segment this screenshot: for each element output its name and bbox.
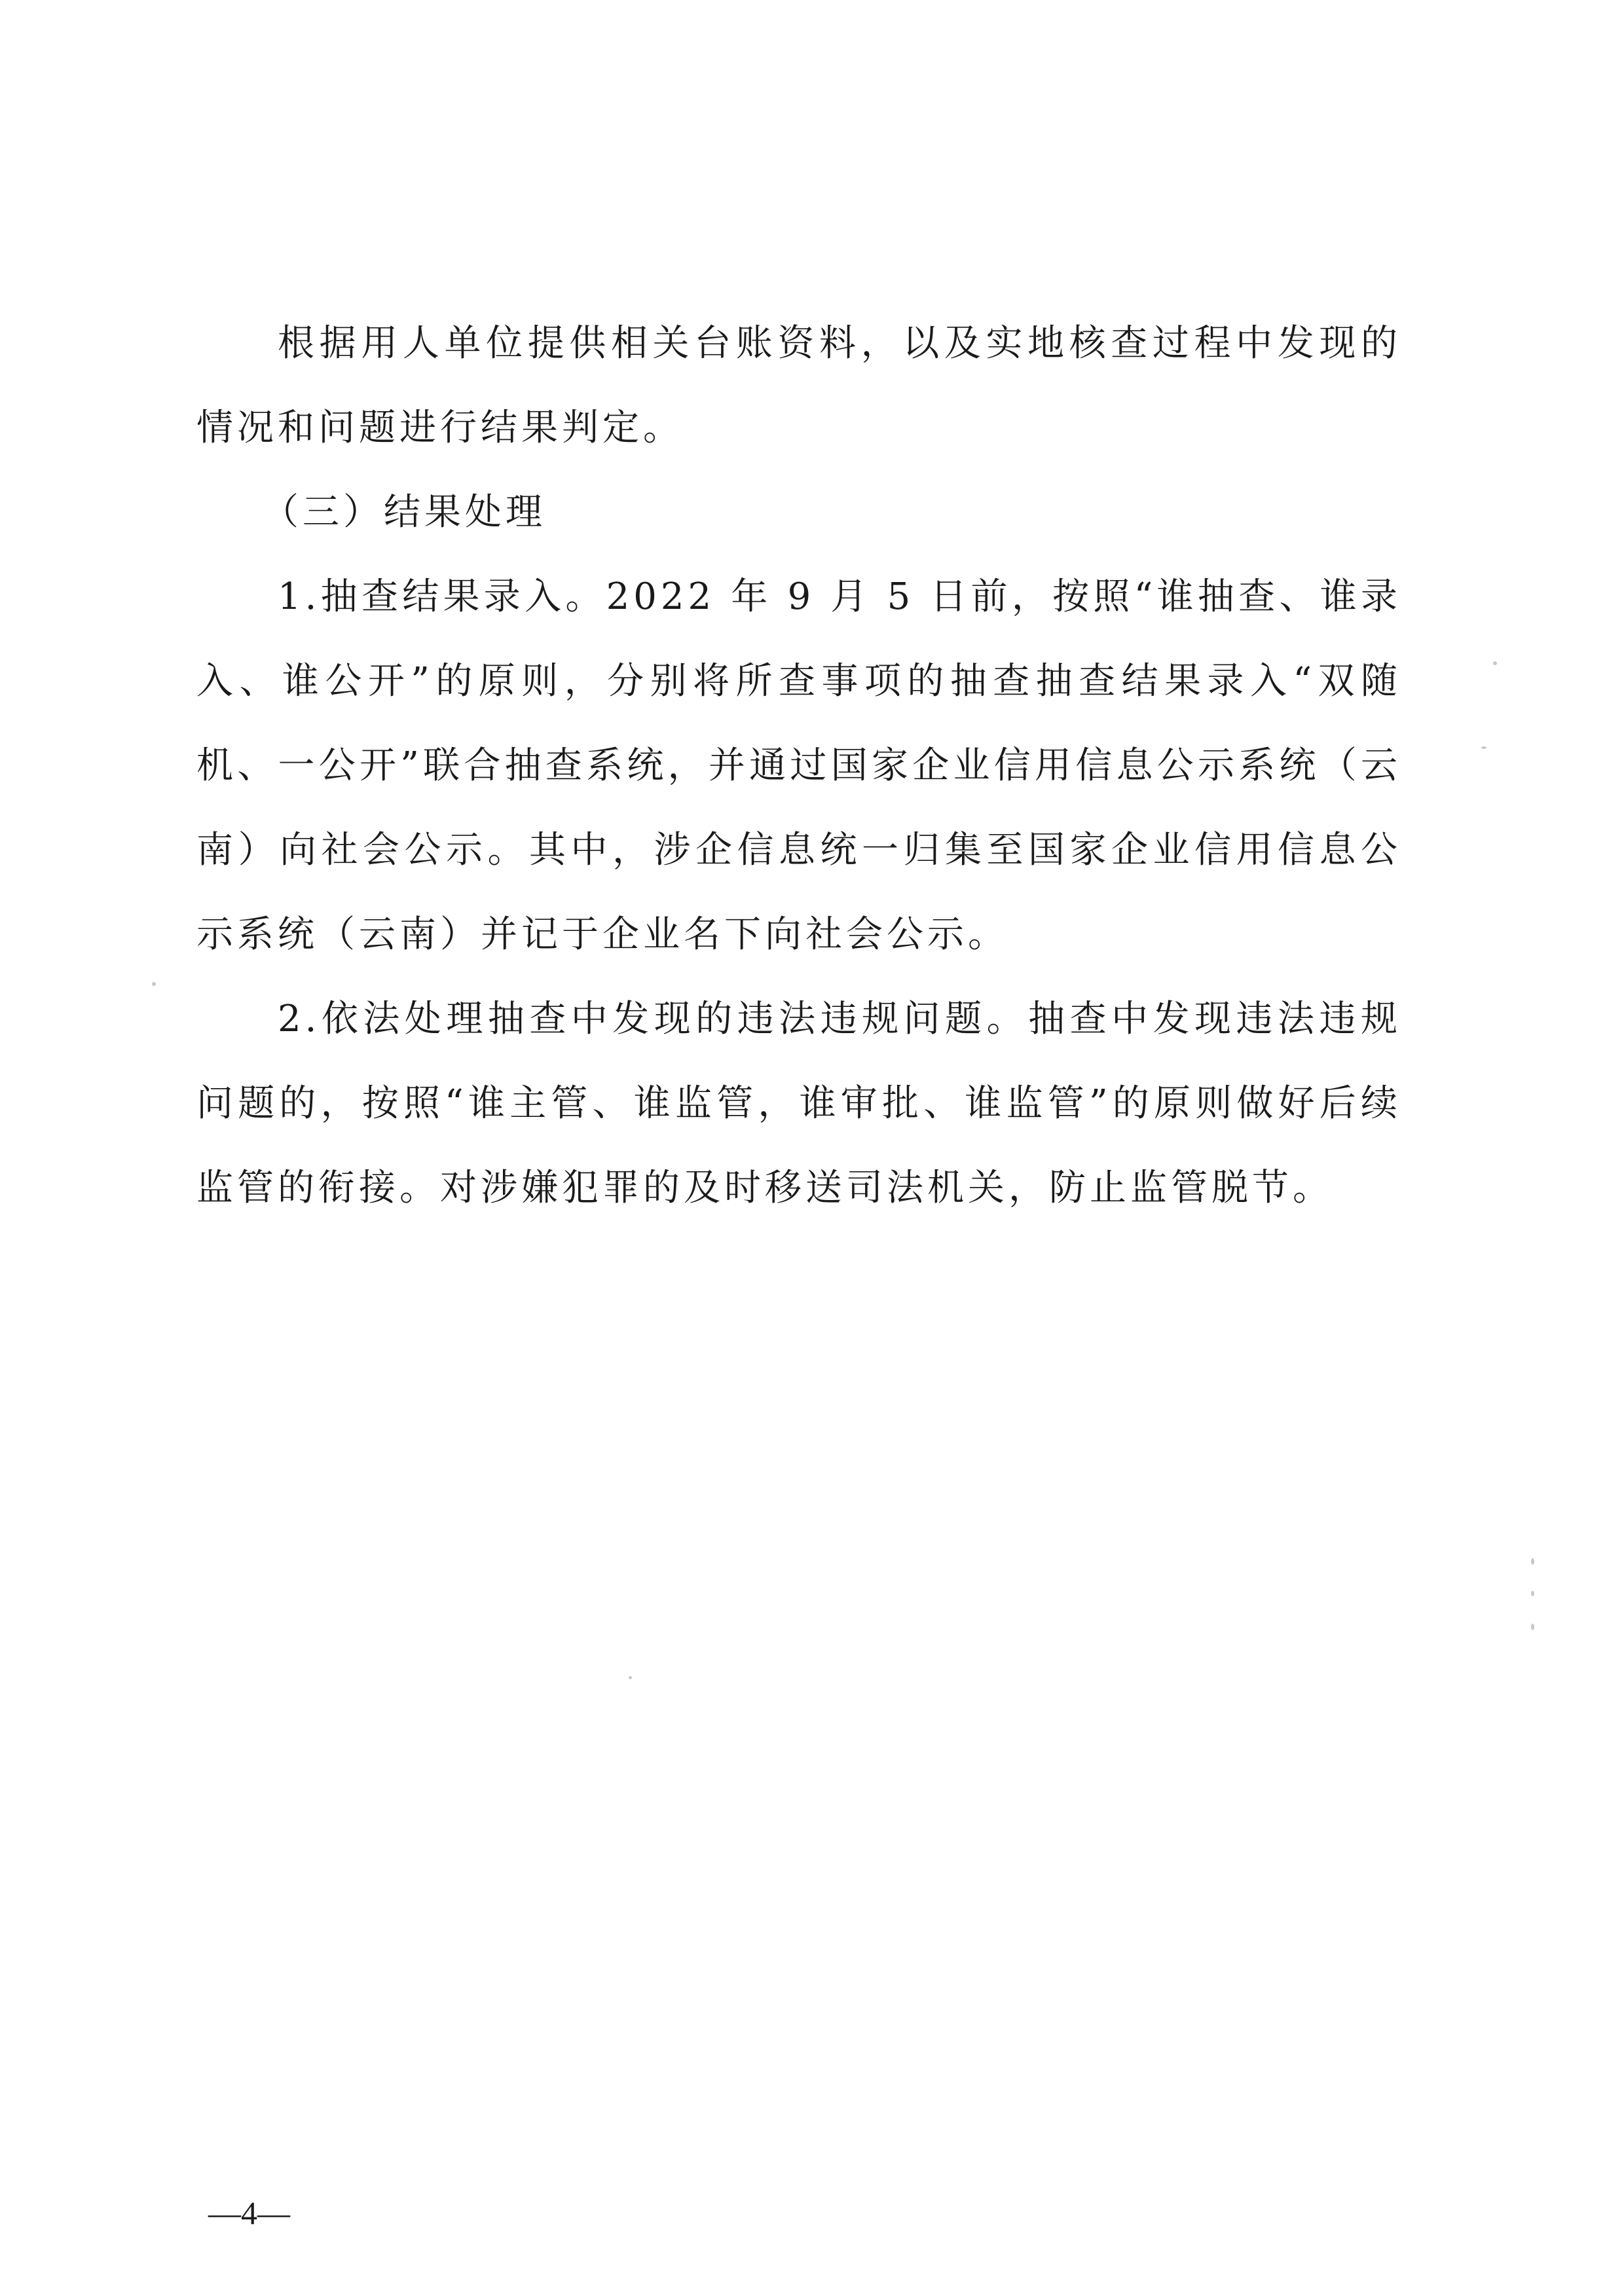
scan-speck	[1531, 1558, 1534, 1565]
paragraph-result-entry: 1.抽查结果录入。2022 年 9 月 5 日前，按照“谁抽查、谁录入、谁公开”的原则，分别将所查事项的抽查抽查结果录入“双随机、一公开”联合抽查系统，并通过国家企业信用信息公示系统（云南）向社会公示。其中，涉企信息统一归集至国家企业信用信息公示系统（云南）并记于企业名下向社会公示。	[196, 575, 1401, 956]
scan-speck	[152, 982, 156, 986]
scan-speck	[1493, 661, 1497, 665]
scan-speck	[1481, 746, 1486, 749]
document-body	[196, 301, 1401, 1230]
page-number: —4—	[208, 2195, 290, 2231]
scan-speck	[1531, 1591, 1534, 1596]
scan-speck	[629, 1676, 632, 1679]
section-heading-result-handling: （三）结果处理	[262, 491, 546, 534]
scan-speck	[1531, 1624, 1534, 1630]
paragraph-judgment-basis: 根据用人单位提供相关台账资料，以及实地核查过程中发现的情况和问题进行结果判定。	[196, 322, 1401, 449]
paragraph-violation-handling: 2.依法处理抽查中发现的违法违规问题。抽查中发现违法违规问题的，按照“谁主管、谁监管，谁审批、谁监管”的原则做好后续监管的衔接。对涉嫌犯罪的及时移送司法机关，防止监管脱节。	[196, 998, 1401, 1209]
